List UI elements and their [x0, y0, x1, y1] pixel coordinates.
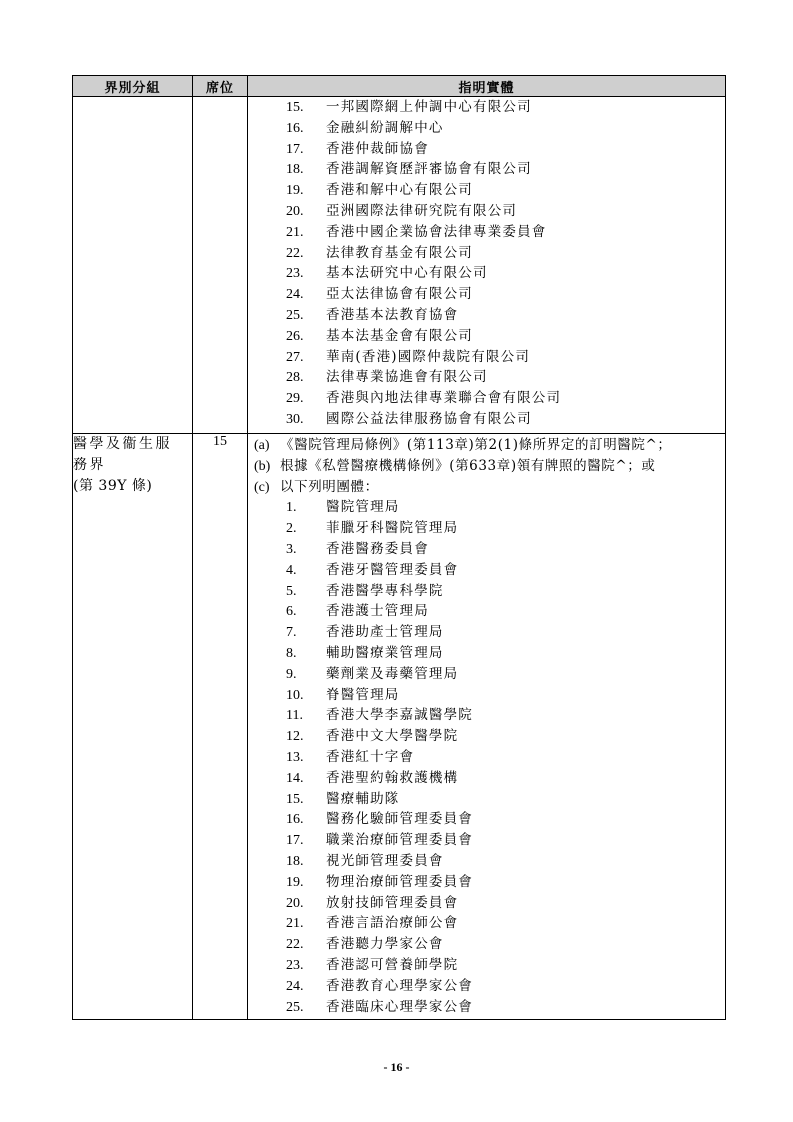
item-number: 14. [286, 770, 304, 786]
entity-name: 金融糾紛調解中心 [326, 119, 444, 136]
entity-name: 基本法研究中心有限公司 [326, 265, 488, 282]
entity-name: 香港言語治療師公會 [326, 915, 459, 932]
list-item [248, 388, 725, 409]
entity-name: 一邦國際網上仲調中心有限公司 [326, 99, 532, 115]
list-item [248, 560, 725, 581]
entity-name: 藥劑業及毒藥管理局 [326, 665, 459, 682]
entities-cell [248, 97, 726, 434]
list-item [248, 367, 725, 388]
item-number: 6. [286, 604, 297, 620]
paragraph-label: (b) [254, 458, 271, 474]
document-page [72, 75, 725, 1020]
seats-cell-empty [193, 97, 248, 434]
item-number: 18. [286, 162, 304, 178]
list-item [248, 581, 725, 602]
entity-name: 香港助產士管理局 [326, 624, 444, 641]
entity-name: 香港牙醫管理委員會 [326, 561, 459, 578]
list-item [248, 497, 725, 518]
list-item [248, 997, 725, 1018]
list-item [248, 305, 725, 326]
item-number: 19. [286, 183, 304, 199]
constituency-table [72, 75, 726, 1020]
list-item [248, 685, 725, 706]
paragraph-label: (c) [254, 479, 270, 495]
item-number: 9. [286, 666, 297, 682]
paragraph-text: 以下列明團體： [280, 478, 379, 495]
item-number: 23. [286, 266, 304, 282]
entity-name: 輔助醫療業管理局 [326, 644, 444, 661]
table-row-medical [73, 434, 726, 1020]
item-number: 4. [286, 562, 297, 578]
list-item [248, 222, 725, 243]
item-number: 22. [286, 245, 304, 261]
list-item [248, 872, 725, 893]
page-number: - 16 - [383, 1060, 410, 1074]
item-number: 12. [286, 729, 304, 745]
entity-name: 菲臘牙科醫院管理局 [326, 520, 459, 537]
item-number: 16. [286, 120, 304, 136]
entity-name: 醫院管理局 [326, 499, 400, 516]
list-item [248, 934, 725, 955]
header-entities: 指明實體 [248, 76, 726, 97]
entity-name: 香港聽力學家公會 [326, 936, 444, 953]
item-number: 15. [286, 791, 304, 807]
item-number: 2. [286, 521, 297, 537]
item-number: 16. [286, 812, 304, 828]
entity-list-legal [248, 97, 725, 430]
entity-list-medical [248, 497, 725, 1017]
list-item [248, 809, 725, 830]
item-number: 24. [286, 287, 304, 303]
table-header-row [73, 76, 726, 97]
entity-name: 香港教育心理學家公會 [326, 977, 473, 994]
list-item [248, 955, 725, 976]
item-number: 8. [286, 645, 297, 661]
list-item [248, 243, 725, 264]
entity-name: 物理治療師管理委員會 [326, 873, 473, 890]
paragraph-b [248, 456, 725, 477]
list-item [248, 180, 725, 201]
paragraph-a [248, 435, 725, 456]
category-section-ref: (第 39Y 條) [73, 478, 153, 494]
category-line: 務界 [73, 457, 106, 473]
list-item [248, 747, 725, 768]
entity-name: 華南(香港)國際仲裁院有限公司 [326, 348, 531, 365]
list-item [248, 518, 725, 539]
entity-name: 香港中國企業協會法律專業委員會 [326, 223, 547, 240]
header-seats: 席位 [193, 76, 248, 97]
list-item [248, 705, 725, 726]
list-item [248, 284, 725, 305]
paragraph-text: 根據《私營醫療機構條例》(第633章)領有牌照的醫院^；或 [280, 457, 656, 474]
entity-name: 視光師管理委員會 [326, 852, 444, 869]
list-item [248, 893, 725, 914]
category-line: 醫學及衞生服 [73, 436, 172, 452]
paragraph-label: (a) [254, 438, 270, 453]
item-number: 26. [286, 328, 304, 344]
item-number: 20. [286, 895, 304, 911]
entity-name: 香港大學李嘉誠醫學院 [326, 707, 473, 724]
entity-name: 香港中文大學醫學院 [326, 728, 459, 745]
list-item [248, 768, 725, 789]
entity-name: 職業治療師管理委員會 [326, 832, 473, 849]
entity-name: 香港基本法教育協會 [326, 306, 459, 323]
item-number: 3. [286, 541, 297, 557]
entity-name: 法律專業協進會有限公司 [326, 369, 488, 386]
item-number: 30. [286, 411, 304, 427]
entity-name: 脊醫管理局 [326, 686, 400, 703]
entity-name: 香港與內地法律專業聯合會有限公司 [326, 390, 562, 407]
list-item [248, 789, 725, 810]
entity-name: 香港護士管理局 [326, 603, 429, 620]
item-number: 17. [286, 833, 304, 849]
entity-name: 香港認可營養師學院 [326, 956, 459, 973]
list-item [248, 622, 725, 643]
entity-name: 香港臨床心理學家公會 [326, 998, 473, 1015]
item-number: 25. [286, 999, 304, 1015]
item-number: 10. [286, 687, 304, 703]
entity-name: 香港聖約翰救護機構 [326, 769, 459, 786]
table-row-legal-continued [73, 97, 726, 434]
item-number: 1. [286, 500, 297, 516]
item-number: 5. [286, 583, 297, 599]
entity-name: 香港仲裁師協會 [326, 140, 429, 157]
list-item [248, 664, 725, 685]
item-number: 24. [286, 978, 304, 994]
list-item [248, 830, 725, 851]
item-number: 13. [286, 749, 304, 765]
entity-name: 香港紅十字會 [326, 748, 415, 765]
list-item [248, 118, 725, 139]
entity-name: 亞洲國際法律研究院有限公司 [326, 202, 518, 219]
entity-name: 醫療輔助隊 [326, 790, 400, 807]
item-number: 18. [286, 853, 304, 869]
entities-cell-medical [248, 434, 726, 1020]
list-item [248, 201, 725, 222]
list-item [248, 913, 725, 934]
entity-name: 基本法基金會有限公司 [326, 327, 473, 344]
list-item [248, 409, 725, 430]
item-number: 7. [286, 625, 297, 641]
list-item [248, 976, 725, 997]
paragraph-text: 《醫院管理局條例》(第113章)第2(1)條所界定的訂明醫院^； [280, 437, 672, 453]
entity-name: 國際公益法律服務協會有限公司 [326, 410, 532, 427]
entity-name: 香港醫學專科學院 [326, 582, 444, 599]
entity-name: 亞太法律協會有限公司 [326, 286, 473, 303]
paragraph-c [248, 477, 725, 498]
entity-name: 香港和解中心有限公司 [326, 182, 473, 199]
item-number: 25. [286, 307, 304, 323]
list-item [248, 97, 725, 118]
item-number: 17. [286, 141, 304, 157]
item-number: 27. [286, 349, 304, 365]
entity-name: 醫務化驗師管理委員會 [326, 811, 473, 828]
category-cell-empty [73, 97, 193, 434]
category-cell-medical [73, 434, 193, 1020]
list-item [248, 263, 725, 284]
item-number: 28. [286, 370, 304, 386]
list-item [248, 643, 725, 664]
seats-cell-medical: 15 [193, 434, 248, 1020]
item-number: 21. [286, 224, 304, 240]
item-number: 15. [286, 100, 304, 115]
entity-name: 香港醫務委員會 [326, 540, 429, 557]
item-number: 21. [286, 916, 304, 932]
list-item [248, 726, 725, 747]
list-item [248, 539, 725, 560]
list-item [248, 851, 725, 872]
list-item [248, 326, 725, 347]
entity-name: 法律教育基金有限公司 [326, 244, 473, 261]
item-number: 20. [286, 203, 304, 219]
item-number: 23. [286, 957, 304, 973]
entity-name: 香港調解資歷評審協會有限公司 [326, 161, 532, 178]
item-number: 11. [286, 708, 303, 724]
list-item [248, 347, 725, 368]
list-item [248, 159, 725, 180]
item-number: 29. [286, 391, 304, 407]
entity-name: 放射技師管理委員會 [326, 894, 459, 911]
item-number: 19. [286, 874, 304, 890]
list-item [248, 601, 725, 622]
list-item [248, 139, 725, 160]
header-category: 界別分組 [73, 76, 193, 97]
item-number: 22. [286, 937, 304, 953]
